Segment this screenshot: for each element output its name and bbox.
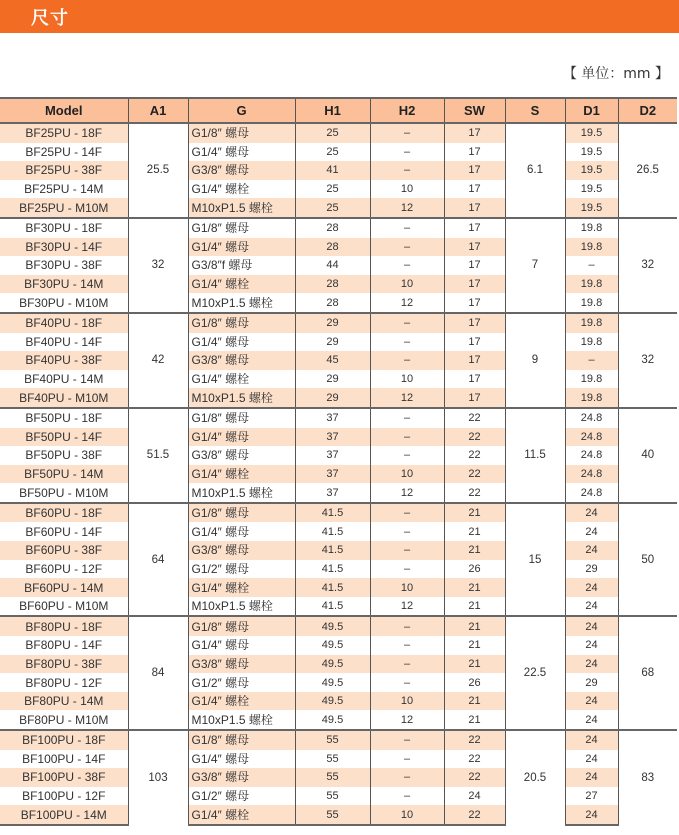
a1-cell: 42 <box>128 313 188 408</box>
g-thread-cell: G1/4″ 螺母 <box>188 428 295 447</box>
column-header-model: Model <box>0 98 128 123</box>
d1-cell: 27 <box>565 787 618 806</box>
model-cell: BF100PU - 38F <box>0 768 128 787</box>
model-cell: BF30PU - 14M <box>0 275 128 294</box>
section-title: 尺寸 <box>31 8 69 29</box>
d1-cell: 24.8 <box>565 408 618 428</box>
table-row <box>0 333 677 352</box>
table-row <box>0 465 677 484</box>
sw-cell: 17 <box>444 370 505 389</box>
model-cell: BF50PU - 14M <box>0 465 128 484</box>
d1-cell: 24.8 <box>565 465 618 484</box>
sw-cell: 17 <box>444 333 505 352</box>
h2-cell: – <box>370 218 444 238</box>
a1-cell: 84 <box>128 616 188 730</box>
table-row <box>0 180 677 199</box>
model-cell: BF80PU - 14M <box>0 692 128 711</box>
sw-cell: 17 <box>444 388 505 408</box>
h1-cell: 29 <box>295 388 370 408</box>
sw-cell: 24 <box>444 787 505 806</box>
sw-cell: 21 <box>444 597 505 617</box>
h1-cell: 41.5 <box>295 560 370 579</box>
model-cell: BF100PU - 14M <box>0 805 128 825</box>
g-thread-cell: G1/4″ 螺母 <box>188 238 295 257</box>
h1-cell: 28 <box>295 218 370 238</box>
g-thread-cell: M10xP1.5 螺栓 <box>188 710 295 730</box>
h2-cell: 10 <box>370 465 444 484</box>
g-thread-cell: G3/8″ 螺母 <box>188 161 295 180</box>
s-cell: 20.5 <box>505 730 565 825</box>
h1-cell: 49.5 <box>295 655 370 674</box>
table-row <box>0 787 677 806</box>
d2-cell: 50 <box>618 503 677 617</box>
h2-cell: 10 <box>370 180 444 199</box>
h1-cell: 25 <box>295 143 370 162</box>
d1-cell: 24 <box>565 636 618 655</box>
model-cell: BF50PU - 38F <box>0 446 128 465</box>
d2-cell: 32 <box>618 218 677 313</box>
sw-cell: 22 <box>444 730 505 750</box>
column-header-d2: D2 <box>618 98 677 123</box>
table-row <box>0 616 677 636</box>
table-row <box>0 522 677 541</box>
h1-cell: 28 <box>295 275 370 294</box>
d1-cell: 19.8 <box>565 238 618 257</box>
a1-cell: 64 <box>128 503 188 617</box>
h2-cell: – <box>370 143 444 162</box>
model-cell: BF60PU - 14M <box>0 578 128 597</box>
h1-cell: 41.5 <box>295 578 370 597</box>
h1-cell: 29 <box>295 313 370 333</box>
h2-cell: 10 <box>370 692 444 711</box>
h2-cell: – <box>370 787 444 806</box>
h1-cell: 55 <box>295 750 370 769</box>
h1-cell: 49.5 <box>295 636 370 655</box>
model-cell: BF50PU - 14F <box>0 428 128 447</box>
h2-cell: 10 <box>370 578 444 597</box>
h2-cell: 12 <box>370 198 444 218</box>
model-cell: BF40PU - 38F <box>0 351 128 370</box>
h2-cell: 12 <box>370 293 444 313</box>
h1-cell: 37 <box>295 465 370 484</box>
model-cell: BF30PU - 18F <box>0 218 128 238</box>
table-row <box>0 143 677 162</box>
g-thread-cell: G1/4″ 螺栓 <box>188 180 295 199</box>
g-thread-cell: G1/4″ 螺栓 <box>188 370 295 389</box>
d1-cell: 19.8 <box>565 333 618 352</box>
h1-cell: 25 <box>295 198 370 218</box>
h2-cell: – <box>370 730 444 750</box>
g-thread-cell: G1/4″ 螺母 <box>188 333 295 352</box>
table-row <box>0 692 677 711</box>
sw-cell: 17 <box>444 161 505 180</box>
sw-cell: 22 <box>444 483 505 503</box>
sw-cell: 22 <box>444 428 505 447</box>
sw-cell: 22 <box>444 408 505 428</box>
h2-cell: 12 <box>370 483 444 503</box>
sw-cell: 17 <box>444 143 505 162</box>
table-row <box>0 388 677 408</box>
g-thread-cell: G1/4″ 螺母 <box>188 750 295 769</box>
d1-cell: 19.8 <box>565 313 618 333</box>
g-thread-cell: G1/4″ 螺栓 <box>188 692 295 711</box>
model-cell: BF40PU - 14M <box>0 370 128 389</box>
h1-cell: 49.5 <box>295 692 370 711</box>
model-cell: BF25PU - 38F <box>0 161 128 180</box>
sw-cell: 22 <box>444 465 505 484</box>
g-thread-cell: G3/8″ 螺母 <box>188 655 295 674</box>
d1-cell: 24 <box>565 768 618 787</box>
g-thread-cell: G1/4″ 螺母 <box>188 636 295 655</box>
h2-cell: 12 <box>370 710 444 730</box>
table-row <box>0 293 677 313</box>
table-row <box>0 218 677 238</box>
h1-cell: 49.5 <box>295 710 370 730</box>
d1-cell: 24 <box>565 710 618 730</box>
d1-cell: 24 <box>565 522 618 541</box>
table-row <box>0 750 677 769</box>
s-cell: 7 <box>505 218 565 313</box>
h2-cell: – <box>370 750 444 769</box>
column-header-g: G <box>188 98 295 123</box>
g-thread-cell: M10xP1.5 螺栓 <box>188 293 295 313</box>
table-header-row <box>0 98 677 123</box>
g-thread-cell: M10xP1.5 螺栓 <box>188 198 295 218</box>
column-header-h2: H2 <box>370 98 444 123</box>
h2-cell: 10 <box>370 805 444 825</box>
g-thread-cell: G1/4″ 螺栓 <box>188 805 295 825</box>
d1-cell: 19.8 <box>565 275 618 294</box>
d1-cell: 19.8 <box>565 388 618 408</box>
model-cell: BF60PU - M10M <box>0 597 128 617</box>
sw-cell: 17 <box>444 238 505 257</box>
sw-cell: 17 <box>444 198 505 218</box>
model-cell: BF100PU - 14F <box>0 750 128 769</box>
d1-cell: 24 <box>565 730 618 750</box>
table-row <box>0 636 677 655</box>
g-thread-cell: G1/8″ 螺母 <box>188 503 295 523</box>
g-thread-cell: G1/8″ 螺母 <box>188 730 295 750</box>
table-row <box>0 256 677 275</box>
sw-cell: 26 <box>444 560 505 579</box>
g-thread-cell: G1/4″ 螺栓 <box>188 465 295 484</box>
model-cell: BF80PU - 38F <box>0 655 128 674</box>
model-cell: BF80PU - 14F <box>0 636 128 655</box>
h1-cell: 49.5 <box>295 673 370 692</box>
h2-cell: – <box>370 541 444 560</box>
s-cell: 6.1 <box>505 123 565 218</box>
h2-cell: – <box>370 333 444 352</box>
h1-cell: 37 <box>295 408 370 428</box>
model-cell: BF60PU - 18F <box>0 503 128 523</box>
model-cell: BF30PU - M10M <box>0 293 128 313</box>
h2-cell: – <box>370 636 444 655</box>
sw-cell: 17 <box>444 123 505 143</box>
d1-cell: 24 <box>565 692 618 711</box>
table-row <box>0 673 677 692</box>
column-header-sw: SW <box>444 98 505 123</box>
d1-cell: 24 <box>565 597 618 617</box>
g-thread-cell: G1/4″ 螺母 <box>188 143 295 162</box>
d1-cell: – <box>565 256 618 275</box>
table-row <box>0 275 677 294</box>
sw-cell: 21 <box>444 616 505 636</box>
h2-cell: – <box>370 768 444 787</box>
d2-cell: 83 <box>618 730 677 825</box>
g-thread-cell: G1/8″ 螺母 <box>188 123 295 143</box>
table-row <box>0 578 677 597</box>
table-row <box>0 161 677 180</box>
model-cell: BF40PU - 18F <box>0 313 128 333</box>
model-cell: BF60PU - 14F <box>0 522 128 541</box>
s-cell: 15 <box>505 503 565 617</box>
table-row <box>0 483 677 503</box>
g-thread-cell: G1/2″ 螺母 <box>188 787 295 806</box>
h2-cell: – <box>370 256 444 275</box>
model-cell: BF60PU - 12F <box>0 560 128 579</box>
d1-cell: 24.8 <box>565 428 618 447</box>
g-thread-cell: G1/2″ 螺母 <box>188 673 295 692</box>
h1-cell: 41.5 <box>295 597 370 617</box>
model-cell: BF80PU - 18F <box>0 616 128 636</box>
sw-cell: 22 <box>444 750 505 769</box>
h2-cell: – <box>370 673 444 692</box>
d1-cell: – <box>565 351 618 370</box>
d1-cell: 19.8 <box>565 218 618 238</box>
h1-cell: 49.5 <box>295 616 370 636</box>
sw-cell: 21 <box>444 578 505 597</box>
g-thread-cell: G1/4″ 螺母 <box>188 522 295 541</box>
a1-cell: 103 <box>128 730 188 825</box>
g-thread-cell: G1/8″ 螺母 <box>188 616 295 636</box>
h2-cell: 10 <box>370 275 444 294</box>
sw-cell: 21 <box>444 655 505 674</box>
h2-cell: – <box>370 522 444 541</box>
h2-cell: – <box>370 238 444 257</box>
d1-cell: 29 <box>565 560 618 579</box>
table-row <box>0 805 677 825</box>
sw-cell: 17 <box>444 256 505 275</box>
d1-cell: 19.8 <box>565 293 618 313</box>
d1-cell: 19.5 <box>565 198 618 218</box>
h1-cell: 55 <box>295 730 370 750</box>
model-cell: BF80PU - 12F <box>0 673 128 692</box>
sw-cell: 21 <box>444 692 505 711</box>
table-row <box>0 503 677 523</box>
h1-cell: 25 <box>295 180 370 199</box>
h1-cell: 45 <box>295 351 370 370</box>
d1-cell: 19.5 <box>565 180 618 199</box>
a1-cell: 32 <box>128 218 188 313</box>
model-cell: BF50PU - M10M <box>0 483 128 503</box>
d2-cell: 68 <box>618 616 677 730</box>
sw-cell: 22 <box>444 805 505 825</box>
g-thread-cell: G1/8″ 螺母 <box>188 408 295 428</box>
g-thread-cell: G1/4″ 螺栓 <box>188 275 295 294</box>
sw-cell: 17 <box>444 351 505 370</box>
model-cell: BF100PU - 12F <box>0 787 128 806</box>
table-row <box>0 313 677 333</box>
table-row <box>0 597 677 617</box>
column-header-a1: A1 <box>128 98 188 123</box>
g-thread-cell: G3/8″ 螺母 <box>188 446 295 465</box>
h1-cell: 37 <box>295 446 370 465</box>
d1-cell: 19.5 <box>565 143 618 162</box>
sw-cell: 17 <box>444 293 505 313</box>
h1-cell: 37 <box>295 483 370 503</box>
d1-cell: 29 <box>565 673 618 692</box>
sw-cell: 22 <box>444 768 505 787</box>
table-body <box>0 123 677 825</box>
g-thread-cell: M10xP1.5 螺栓 <box>188 597 295 617</box>
column-header-s: S <box>505 98 565 123</box>
d1-cell: 24.8 <box>565 483 618 503</box>
h1-cell: 41 <box>295 161 370 180</box>
g-thread-cell: G3/8″ 螺母 <box>188 541 295 560</box>
sw-cell: 21 <box>444 541 505 560</box>
h1-cell: 29 <box>295 333 370 352</box>
h2-cell: – <box>370 161 444 180</box>
table-row <box>0 560 677 579</box>
h1-cell: 55 <box>295 787 370 806</box>
h1-cell: 28 <box>295 238 370 257</box>
sw-cell: 21 <box>444 636 505 655</box>
table-row <box>0 238 677 257</box>
g-thread-cell: G1/8″ 螺母 <box>188 218 295 238</box>
h1-cell: 29 <box>295 370 370 389</box>
d1-cell: 24 <box>565 616 618 636</box>
h2-cell: 12 <box>370 597 444 617</box>
table-row <box>0 408 677 428</box>
model-cell: BF40PU - M10M <box>0 388 128 408</box>
h1-cell: 37 <box>295 428 370 447</box>
a1-cell: 51.5 <box>128 408 188 503</box>
h2-cell: – <box>370 123 444 143</box>
table-row <box>0 730 677 750</box>
h1-cell: 41.5 <box>295 541 370 560</box>
h2-cell: – <box>370 616 444 636</box>
model-cell: BF100PU - 18F <box>0 730 128 750</box>
s-cell: 22.5 <box>505 616 565 730</box>
d1-cell: 24 <box>565 541 618 560</box>
table-row <box>0 655 677 674</box>
h1-cell: 41.5 <box>295 503 370 523</box>
model-cell: BF40PU - 14F <box>0 333 128 352</box>
g-thread-cell: G1/8″ 螺母 <box>188 313 295 333</box>
d2-cell: 40 <box>618 408 677 503</box>
g-thread-cell: M10xP1.5 螺栓 <box>188 388 295 408</box>
h2-cell: – <box>370 313 444 333</box>
g-thread-cell: M10xP1.5 螺栓 <box>188 483 295 503</box>
sw-cell: 21 <box>444 522 505 541</box>
d1-cell: 24 <box>565 578 618 597</box>
model-cell: BF25PU - M10M <box>0 198 128 218</box>
d1-cell: 24 <box>565 655 618 674</box>
h2-cell: 12 <box>370 388 444 408</box>
table-row <box>0 446 677 465</box>
a1-cell: 25.5 <box>128 123 188 218</box>
s-cell: 11.5 <box>505 408 565 503</box>
model-cell: BF25PU - 14F <box>0 143 128 162</box>
sw-cell: 22 <box>444 446 505 465</box>
d1-cell: 24.8 <box>565 446 618 465</box>
h2-cell: – <box>370 408 444 428</box>
sw-cell: 21 <box>444 503 505 523</box>
table-row <box>0 351 677 370</box>
sw-cell: 17 <box>444 313 505 333</box>
h2-cell: – <box>370 560 444 579</box>
h2-cell: – <box>370 655 444 674</box>
d1-cell: 24 <box>565 503 618 523</box>
d2-cell: 26.5 <box>618 123 677 218</box>
table-row <box>0 768 677 787</box>
h1-cell: 41.5 <box>295 522 370 541</box>
unit-note: 【 单位：mm 】 <box>562 66 669 82</box>
table-row <box>0 123 677 143</box>
table-row <box>0 710 677 730</box>
h1-cell: 28 <box>295 293 370 313</box>
model-cell: BF25PU - 18F <box>0 123 128 143</box>
d1-cell: 24 <box>565 805 618 825</box>
model-cell: BF30PU - 14F <box>0 238 128 257</box>
sw-cell: 26 <box>444 673 505 692</box>
g-thread-cell: G3/8″ 螺母 <box>188 768 295 787</box>
sw-cell: 17 <box>444 180 505 199</box>
h2-cell: – <box>370 351 444 370</box>
h2-cell: – <box>370 446 444 465</box>
g-thread-cell: G1/2″ 螺母 <box>188 560 295 579</box>
table-row <box>0 198 677 218</box>
model-cell: BF80PU - M10M <box>0 710 128 730</box>
model-cell: BF25PU - 14M <box>0 180 128 199</box>
d1-cell: 19.5 <box>565 123 618 143</box>
d2-cell: 32 <box>618 313 677 408</box>
sw-cell: 21 <box>444 710 505 730</box>
h1-cell: 25 <box>295 123 370 143</box>
d1-cell: 19.5 <box>565 161 618 180</box>
dimensions-table <box>0 97 677 826</box>
d1-cell: 19.8 <box>565 370 618 389</box>
h1-cell: 55 <box>295 768 370 787</box>
h1-cell: 55 <box>295 805 370 825</box>
sw-cell: 17 <box>444 275 505 294</box>
column-header-h1: H1 <box>295 98 370 123</box>
g-thread-cell: G1/4″ 螺栓 <box>188 578 295 597</box>
section-header-bar <box>0 0 679 33</box>
model-cell: BF30PU - 38F <box>0 256 128 275</box>
s-cell: 9 <box>505 313 565 408</box>
column-header-d1: D1 <box>565 98 618 123</box>
g-thread-cell: G3/8″f 螺母 <box>188 256 295 275</box>
h1-cell: 44 <box>295 256 370 275</box>
table-row <box>0 370 677 389</box>
h2-cell: 10 <box>370 370 444 389</box>
table-row <box>0 541 677 560</box>
h2-cell: – <box>370 428 444 447</box>
g-thread-cell: G3/8″ 螺母 <box>188 351 295 370</box>
d1-cell: 24 <box>565 750 618 769</box>
model-cell: BF50PU - 18F <box>0 408 128 428</box>
model-cell: BF60PU - 38F <box>0 541 128 560</box>
sw-cell: 17 <box>444 218 505 238</box>
table-row <box>0 428 677 447</box>
h2-cell: – <box>370 503 444 523</box>
